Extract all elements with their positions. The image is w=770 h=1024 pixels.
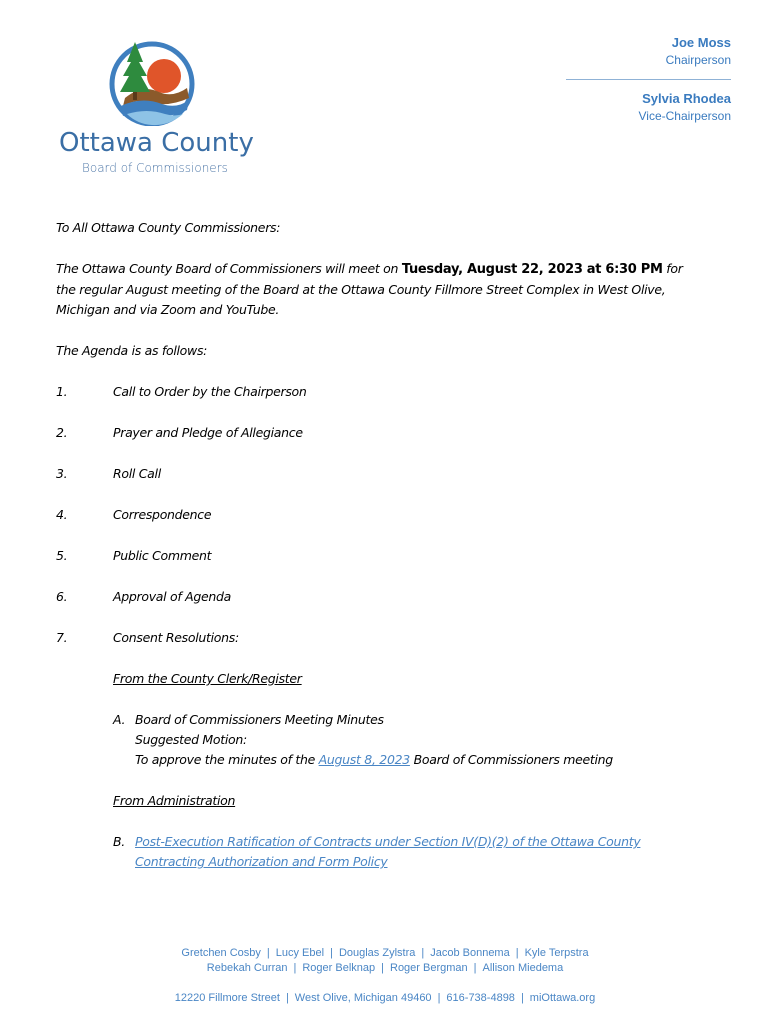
consent-item-letter: B. — [113, 834, 125, 849]
consent-item-a — [113, 710, 696, 770]
commissioner-name: Kyle Terpstra — [524, 947, 589, 959]
agenda-item-number: 6. — [56, 589, 68, 604]
footer-separator: | — [473, 962, 477, 974]
logo-title: Ottawa County — [59, 128, 254, 158]
agenda-item-label: Correspondence — [113, 507, 212, 522]
commissioner-name: Rebekah Curran — [206, 962, 288, 974]
agenda-item-number: 3. — [56, 466, 68, 481]
agenda-item-label: Consent Resolutions: — [113, 630, 239, 645]
motion-after: Board of Commissioners meeting — [409, 752, 613, 767]
contracts-ratification-link[interactable]: Post-Execution Ratification of Contracts under Section IV(D)(2) of the Ottawa County Contracting Authorization and Form Policy — [135, 834, 641, 869]
agenda-intro: The Agenda is as follows: — [56, 343, 208, 358]
consent-item-title: Board of Commissioners Meeting Minutes — [135, 712, 384, 727]
letter-body — [56, 218, 696, 893]
agenda-item — [56, 464, 696, 484]
suggested-motion-label: Suggested Motion: — [135, 732, 247, 747]
chairperson-name: Joe Moss — [671, 35, 731, 50]
agenda-item-number: 4. — [56, 507, 68, 522]
agenda-item — [56, 505, 696, 525]
commissioner-name: Jacob Bonnema — [430, 947, 510, 959]
footer-phone: 616-738-4898 — [446, 992, 515, 1004]
chairperson-title: Chairperson — [665, 53, 731, 67]
agenda-item-number: 2. — [56, 425, 68, 440]
salutation: To All Ottawa County Commissioners: — [56, 220, 281, 235]
footer-separator: | — [293, 962, 297, 974]
agenda-item — [56, 423, 696, 443]
commissioner-name: Gretchen Cosby — [181, 947, 261, 959]
footer-separator: | — [515, 947, 519, 959]
footer-separator: | — [285, 992, 289, 1004]
footer-separator: | — [421, 947, 425, 959]
officer-divider — [566, 79, 731, 80]
footer-commissioners-row1 — [0, 946, 770, 961]
agenda-item-label: Public Comment — [113, 548, 212, 563]
footer-commissioners-row2 — [0, 961, 770, 976]
agenda-item-number: 1. — [56, 384, 68, 399]
consent-resolutions — [113, 669, 696, 872]
intro-after: for the regular August meeting of the Board at the Ottawa County Fillmore Street Complex in West Olive, Michigan and via Zoom and YouTube. — [56, 261, 683, 317]
commissioner-name: Douglas Zylstra — [338, 947, 416, 959]
vice-chairperson-name: Sylvia Rhodea — [642, 91, 731, 106]
county-logo — [55, 36, 255, 176]
agenda-item-label: Approval of Agenda — [113, 589, 232, 604]
agenda-item — [56, 628, 696, 648]
footer-city: West Olive, Michigan 49460 — [294, 992, 432, 1004]
footer-separator: | — [381, 962, 384, 974]
footer-website[interactable]: miOttawa.org — [529, 992, 596, 1004]
county-seal-icon — [107, 36, 197, 126]
footer-separator: | — [520, 992, 524, 1004]
agenda-item-label: Prayer and Pledge of Allegiance — [113, 425, 303, 440]
footer-separator: | — [330, 947, 333, 959]
commissioner-name: Roger Belknap — [302, 962, 376, 974]
logo-subtitle: Board of Commissioners — [82, 161, 228, 175]
agenda-item-label: Call to Order by the Chairperson — [113, 384, 307, 399]
intro-paragraph — [56, 259, 696, 320]
agenda-item — [56, 587, 696, 607]
clerk-heading: From the County Clerk/Register — [113, 671, 302, 686]
footer-separator: | — [437, 992, 441, 1004]
agenda-item-label: Roll Call — [113, 466, 161, 481]
agenda-item-number: 5. — [56, 548, 68, 563]
commissioner-name: Allison Miedema — [482, 962, 564, 974]
vice-chairperson-title: Vice-Chairperson — [638, 109, 731, 123]
admin-heading: From Administration — [113, 793, 236, 808]
intro-before: The Ottawa County Board of Commissioners will meet on — [56, 261, 402, 276]
agenda-item — [56, 546, 696, 566]
suggested-motion-text — [135, 750, 613, 770]
meeting-date: Tuesday, August 22, 2023 at 6:30 PM — [401, 262, 663, 277]
officers-block — [561, 34, 731, 125]
footer-address — [0, 991, 770, 1006]
consent-item-b — [113, 832, 696, 872]
footer-street: 12220 Fillmore Street — [174, 992, 280, 1004]
motion-before: To approve the minutes of the — [135, 752, 319, 767]
commissioner-name: Lucy Ebel — [275, 947, 325, 959]
footer-separator: | — [266, 947, 270, 959]
agenda-item-number: 7. — [56, 630, 68, 645]
agenda-item — [56, 382, 696, 402]
commissioner-name: Roger Bergman — [390, 962, 468, 974]
consent-item-letter: A. — [113, 712, 126, 727]
minutes-link[interactable]: August 8, 2023 — [318, 752, 410, 767]
